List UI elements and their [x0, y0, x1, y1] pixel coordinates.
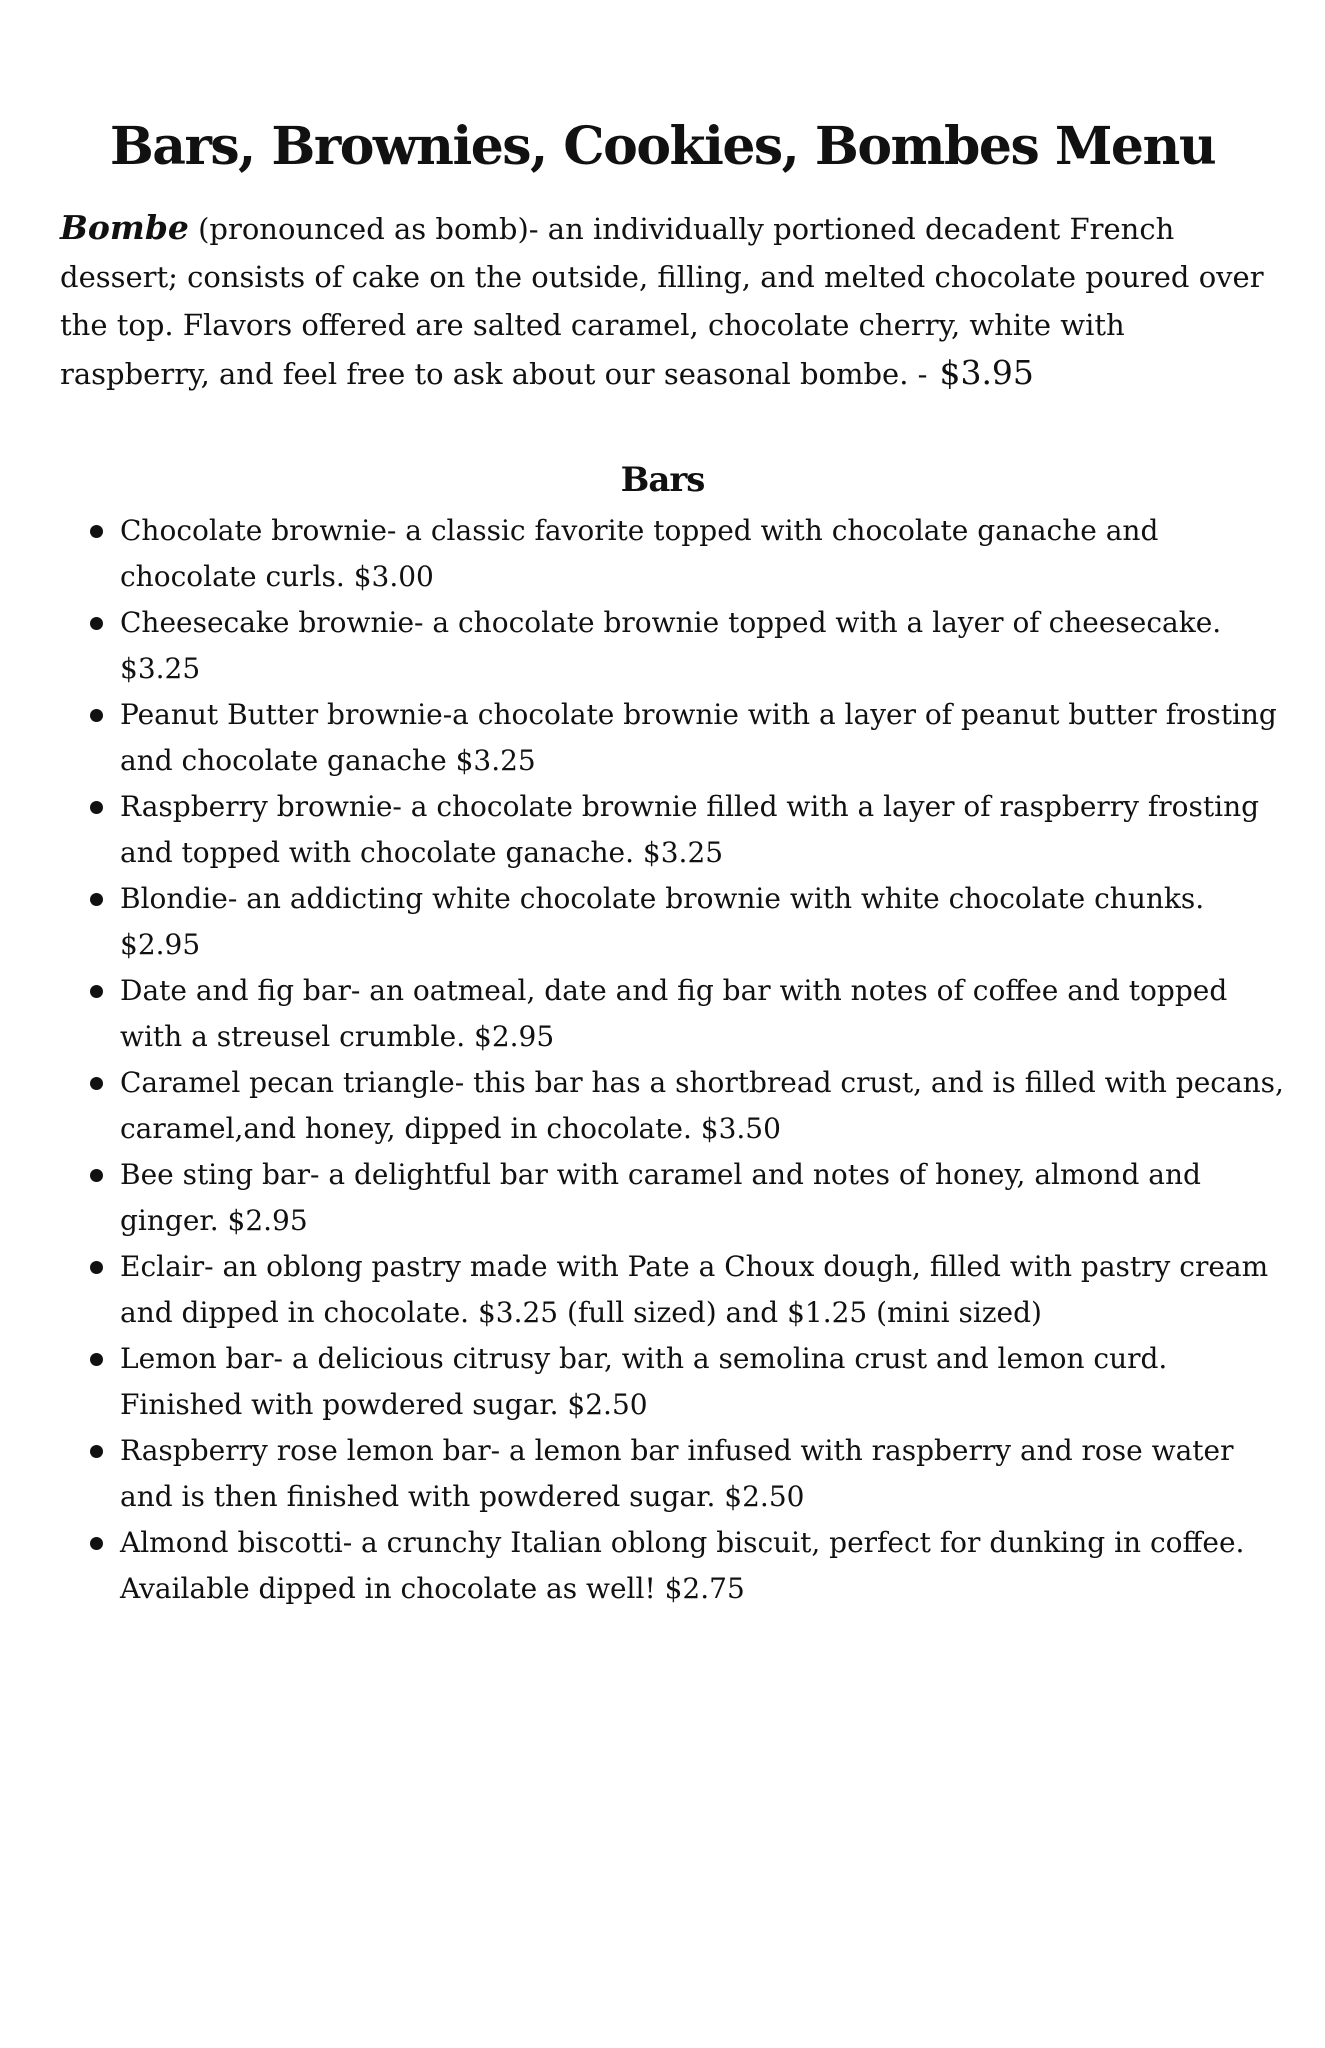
item-text: Bee sting bar- a delightful bar with caramel and notes of honey, almond and ginger. $2.95	[120, 1158, 1201, 1237]
bullet-icon	[90, 617, 103, 630]
bombe-term: Bombe	[60, 208, 189, 247]
list-item	[88, 1244, 1288, 1336]
list-item	[88, 692, 1288, 784]
list-item	[88, 1336, 1288, 1428]
bullet-icon	[90, 709, 103, 722]
list-item	[88, 600, 1288, 692]
list-item	[88, 1060, 1288, 1152]
bullet-icon	[90, 1169, 103, 1182]
list-item	[88, 784, 1288, 876]
item-text: Peanut Butter brownie-a chocolate brownie with a layer of peanut butter frosting and chocolate ganache $3.25	[120, 698, 1277, 777]
list-item	[88, 1428, 1288, 1520]
bullet-icon	[90, 1261, 103, 1274]
item-text: Lemon bar- a delicious citrusy bar, with a semolina crust and lemon curd. Finished with powdered sugar. $2.50	[120, 1342, 1168, 1421]
bullet-icon	[90, 1445, 103, 1458]
bullet-icon	[90, 893, 103, 906]
page-title: Bars, Brownies, Cookies, Bombes Menu	[109, 116, 1216, 177]
item-text: Blondie- an addicting white chocolate brownie with white chocolate chunks. $2.95	[120, 882, 1205, 961]
item-text: Chocolate brownie- a classic favorite topped with chocolate ganache and chocolate curls. $3.00	[120, 514, 1159, 593]
list-item	[88, 876, 1288, 968]
bombe-description	[60, 204, 1280, 398]
bullet-icon	[90, 1537, 103, 1550]
list-item	[88, 968, 1288, 1060]
list-item	[88, 1152, 1288, 1244]
bullet-icon	[90, 1077, 103, 1090]
list-item	[88, 1520, 1288, 1612]
list-item	[88, 508, 1288, 600]
item-text: Raspberry rose lemon bar- a lemon bar infused with raspberry and rose water and is then finished with powdered sugar. $2.50	[120, 1434, 1234, 1513]
item-text: Eclair- an oblong pastry made with Pate a Choux dough, filled with pastry cream and dipped in chocolate. $3.25 (full sized) and $1.25 (mini sized)	[120, 1250, 1269, 1329]
bars-heading: Bars	[620, 460, 705, 500]
item-text: Date and fig bar- an oatmeal, date and fig bar with notes of coffee and topped with a streusel crumble. $2.95	[120, 974, 1228, 1053]
bars-list	[88, 508, 1288, 1612]
bombe-description-text: (pronounced as bomb)- an individually portioned decadent French dessert; consists of cake on the outside, filling, and melted chocolate poured over the top. Flavors offered are salted caramel, chocolate cherry, white with raspberry, and feel free to ask about our seasonal bombe. -	[60, 212, 1264, 391]
bullet-icon	[90, 801, 103, 814]
item-text: Raspberry brownie- a chocolate brownie filled with a layer of raspberry frosting and topped with chocolate ganache. $3.25	[120, 790, 1260, 869]
bullet-icon	[90, 525, 103, 538]
bombe-price: $3.95	[939, 353, 1034, 392]
item-text: Cheesecake brownie- a chocolate brownie topped with a layer of cheesecake. $3.25	[120, 606, 1222, 685]
item-text: Caramel pecan triangle- this bar has a shortbread crust, and is filled with pecans, caramel,and honey, dipped in chocolate. $3.50	[120, 1066, 1284, 1145]
bullet-icon	[90, 985, 103, 998]
bullet-icon	[90, 1353, 103, 1366]
item-text: Almond biscotti- a crunchy Italian oblong biscuit, perfect for dunking in coffee. Available dipped in chocolate as well! $2.75	[120, 1526, 1245, 1605]
